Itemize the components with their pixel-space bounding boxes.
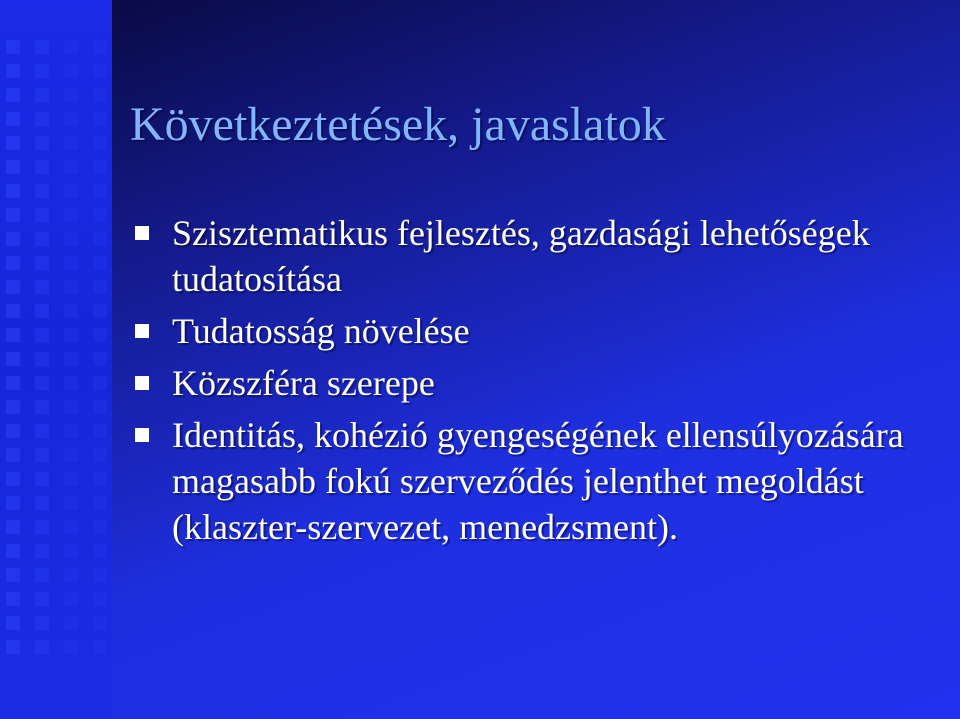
- square-bullet-icon: [135, 324, 149, 338]
- decorative-square: [93, 424, 107, 438]
- decorative-square: [6, 376, 20, 390]
- decorative-square: [6, 448, 20, 462]
- decorative-square: [64, 400, 78, 414]
- decorative-square: [35, 424, 49, 438]
- decorative-square: [35, 256, 49, 270]
- decorative-square: [64, 136, 78, 150]
- decorative-square: [35, 208, 49, 222]
- slide-title: Következtetések, javaslatok: [130, 98, 666, 151]
- decorative-square: [93, 616, 107, 630]
- decorative-square: [35, 184, 49, 198]
- decorative-square: [35, 40, 49, 54]
- decorative-square: [64, 40, 78, 54]
- decorative-square: [6, 88, 20, 102]
- bullet-text: Közszféra szerepe: [172, 363, 435, 403]
- decorative-square: [93, 568, 107, 582]
- bullet-item: [132, 210, 932, 302]
- decorative-square: [93, 400, 107, 414]
- decorative-square: [6, 280, 20, 294]
- decorative-square: [6, 352, 20, 366]
- decorative-square: [64, 304, 78, 318]
- decorative-square: [64, 640, 78, 654]
- decorative-square: [64, 208, 78, 222]
- decorative-square: [6, 40, 20, 54]
- decorative-square: [6, 424, 20, 438]
- decorative-square: [6, 304, 20, 318]
- decorative-square: [64, 64, 78, 78]
- bullet-text: Tudatosság növelése: [172, 311, 470, 351]
- decorative-square: [35, 160, 49, 174]
- decorative-square: [93, 160, 107, 174]
- decorative-square: [6, 616, 20, 630]
- decorative-square: [35, 136, 49, 150]
- decorative-square: [93, 472, 107, 486]
- decorative-square: [35, 232, 49, 246]
- decorative-square: [6, 400, 20, 414]
- decorative-square: [6, 136, 20, 150]
- decorative-square: [6, 112, 20, 126]
- decorative-square: [6, 472, 20, 486]
- decorative-square: [64, 472, 78, 486]
- decorative-square: [93, 208, 107, 222]
- decorative-square: [35, 496, 49, 510]
- decorative-square: [6, 184, 20, 198]
- decorative-square: [35, 520, 49, 534]
- decorative-square: [64, 616, 78, 630]
- decorative-square: [35, 568, 49, 582]
- decorative-square: [64, 88, 78, 102]
- decorative-square: [6, 496, 20, 510]
- decorative-square: [93, 304, 107, 318]
- bullet-item: [132, 308, 932, 354]
- square-bullet-icon: [135, 226, 149, 240]
- decorative-square: [35, 472, 49, 486]
- decorative-square: [35, 400, 49, 414]
- decorative-square: [35, 112, 49, 126]
- bullet-item: [132, 412, 932, 550]
- decorative-square: [6, 256, 20, 270]
- bullet-list: [132, 210, 932, 556]
- decorative-square: [93, 544, 107, 558]
- square-bullet-icon: [135, 428, 149, 442]
- decorative-square: [93, 256, 107, 270]
- decorative-square: [6, 328, 20, 342]
- decorative-square: [64, 232, 78, 246]
- decorative-square: [35, 88, 49, 102]
- decorative-square: [64, 544, 78, 558]
- decorative-square: [93, 88, 107, 102]
- decorative-square: [93, 232, 107, 246]
- decorative-square: [6, 520, 20, 534]
- decorative-square: [93, 328, 107, 342]
- decorative-square: [64, 376, 78, 390]
- decorative-square: [93, 280, 107, 294]
- square-bullet-icon: [135, 376, 149, 390]
- decorative-square: [93, 112, 107, 126]
- decorative-square: [64, 496, 78, 510]
- decorative-square: [35, 376, 49, 390]
- decorative-square: [6, 160, 20, 174]
- decorative-square: [35, 448, 49, 462]
- decorative-square: [35, 304, 49, 318]
- decorative-square: [35, 328, 49, 342]
- decorative-square: [64, 280, 78, 294]
- decorative-square: [35, 64, 49, 78]
- decorative-square: [93, 640, 107, 654]
- decorative-square: [6, 592, 20, 606]
- decorative-square: [64, 328, 78, 342]
- decorative-square: [6, 232, 20, 246]
- decorative-square: [93, 64, 107, 78]
- decorative-square-grid: [0, 40, 112, 680]
- left-decorative-strip: [0, 0, 112, 719]
- decorative-square: [64, 352, 78, 366]
- decorative-square: [93, 184, 107, 198]
- decorative-square: [93, 40, 107, 54]
- decorative-square: [64, 448, 78, 462]
- decorative-square: [93, 352, 107, 366]
- decorative-square: [35, 592, 49, 606]
- decorative-square: [64, 424, 78, 438]
- decorative-square: [93, 136, 107, 150]
- decorative-square: [64, 184, 78, 198]
- decorative-square: [6, 208, 20, 222]
- decorative-square: [64, 520, 78, 534]
- bullet-text: Identitás, kohézió gyengeségének ellensúlyozására magasabb fokú szerveződés jelenthet megoldást (klaszter-szervezet, menedzsment).: [172, 415, 904, 547]
- decorative-square: [35, 616, 49, 630]
- decorative-square: [64, 160, 78, 174]
- decorative-square: [93, 376, 107, 390]
- bullet-item: [132, 360, 932, 406]
- decorative-square: [64, 592, 78, 606]
- decorative-square: [6, 64, 20, 78]
- decorative-square: [93, 496, 107, 510]
- decorative-square: [35, 352, 49, 366]
- decorative-square: [64, 568, 78, 582]
- decorative-square: [6, 568, 20, 582]
- decorative-square: [93, 448, 107, 462]
- decorative-square: [35, 280, 49, 294]
- decorative-square: [64, 112, 78, 126]
- decorative-square: [6, 544, 20, 558]
- decorative-square: [64, 256, 78, 270]
- decorative-square: [6, 640, 20, 654]
- decorative-square: [93, 520, 107, 534]
- decorative-square: [93, 592, 107, 606]
- decorative-square: [35, 640, 49, 654]
- decorative-square: [35, 544, 49, 558]
- bullet-text: Szisztematikus fejlesztés, gazdasági lehetőségek tudatosítása: [172, 213, 870, 299]
